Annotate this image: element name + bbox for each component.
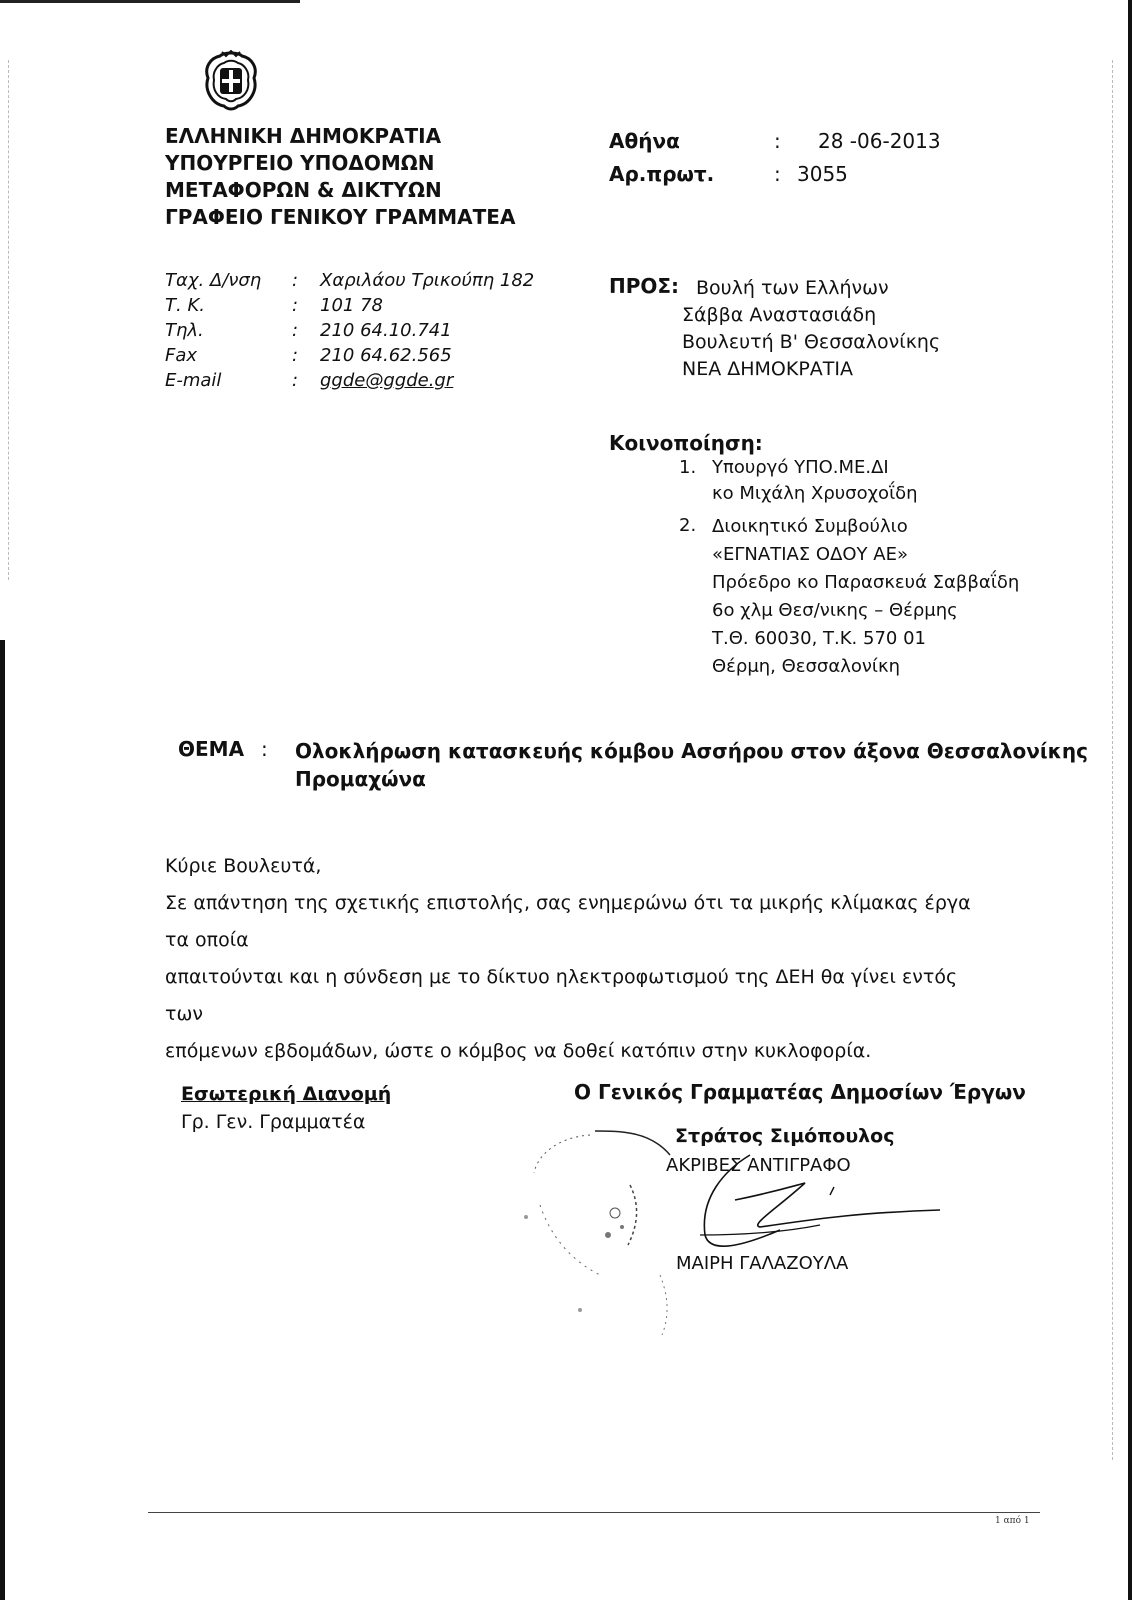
contact-block: [0, 268, 560, 393]
cc-line: 6ο χλμ Θεσ/νικης – Θέρμης: [712, 600, 958, 621]
cc-line: Υπουργό ΥΠΟ.ΜΕ.ΔΙ: [712, 457, 889, 478]
footer-rule: [148, 1512, 1040, 1513]
subject-line: Ολοκλήρωση κατασκευής κόμβου Ασσήρου στον άξονα Θεσσαλονίκης: [295, 739, 1088, 763]
body-line: Σε απάντηση της σχετικής επιστολής, σας ενημερώνω ότι τα μικρής κλίμακας έργα τα οποία: [165, 892, 971, 951]
contact-row-address: [0, 268, 560, 293]
page-number: 1 από 1: [995, 1516, 1030, 1526]
recipient-line: Βουλή των Ελλήνων: [696, 277, 889, 299]
salutation: Κύριε Βουλευτά,: [165, 855, 322, 877]
cc-item-2: [712, 513, 1019, 681]
body-line: απαιτούνται και η σύνδεση με το δίκτυο ηλεκτροφωτισμού της ΔΕΗ θα γίνει εντός των: [165, 966, 958, 1025]
date-value: 28 -06-2013: [818, 129, 941, 153]
scan-edge-right: [1128, 0, 1132, 1600]
recipient-line: Βουλευτή Β' Θεσσαλονίκης: [682, 331, 941, 353]
contact-colon: :: [292, 270, 299, 291]
contact-colon: :: [292, 370, 299, 391]
recipient-label: ΠΡΟΣ:: [609, 274, 680, 298]
contact-row-postcode: [0, 293, 560, 318]
body-paragraph: [165, 885, 995, 1070]
contact-value: Χαριλάου Τρικούπη 182: [320, 270, 535, 291]
subject-line: Προμαχώνα: [295, 767, 426, 791]
contact-colon: :: [292, 295, 299, 316]
org-header: [165, 123, 515, 231]
recipient-lines-rest: [682, 302, 940, 383]
contact-row-fax: [0, 343, 560, 368]
recipient-lines: [696, 275, 889, 302]
cc-line: Διοικητικό Συμβούλιο: [712, 516, 908, 537]
contact-colon: :: [292, 345, 299, 366]
contact-label: Τ. Κ.: [165, 295, 205, 316]
email-link[interactable]: ggde@ggde.gr: [320, 370, 454, 391]
contact-label: Fax: [165, 345, 198, 366]
signatory-role: Ο Γενικός Γραμματέας Δημοσίων Έργων: [574, 1080, 1026, 1104]
scan-edge-top: [0, 0, 300, 3]
contact-label: Ταχ. Δ/νση: [165, 270, 262, 291]
cc-line: «ΕΓΝΑΤΙΑΣ ΟΔΟΥ ΑΕ»: [712, 544, 908, 565]
coat-of-arms-emblem: [200, 50, 262, 112]
cc-line: Θέρμη, Θεσσαλονίκη: [712, 656, 901, 677]
org-line: ΓΡΑΦΕΙΟ ΓΕΝΙΚΟΥ ΓΡΑΜΜΑΤΕΑ: [165, 205, 516, 229]
cc-line: κο Μιχάλη Χρυσοχοΐδη: [712, 483, 918, 504]
date-colon: :: [774, 129, 781, 153]
protocol-value: 3055: [797, 162, 848, 186]
distribution-item: Γρ. Γεν. Γραμματέα: [181, 1111, 366, 1133]
place-label: Αθήνα: [609, 129, 680, 153]
contact-value: 210 64.62.565: [320, 345, 452, 366]
recipient-line: Σάββα Αναστασιάδη: [682, 304, 877, 326]
scan-dots-right: [1112, 60, 1113, 1460]
distribution-title: Εσωτερική Διανομή: [181, 1083, 392, 1105]
stamp-certified-copy: ΑΚΡΙΒΕΣ ΑΝΤΙΓΡΑΦΟ: [666, 1155, 851, 1176]
signatory-name: Στράτος Σιμόπουλος: [675, 1125, 895, 1147]
contact-label: E-mail: [165, 370, 222, 391]
cc-item-number: 1.: [679, 457, 697, 478]
contact-colon: :: [292, 320, 299, 341]
org-line: ΕΛΛΗΝΙΚΗ ΔΗΜΟΚΡΑΤΙΑ: [165, 124, 442, 148]
contact-value: 101 78: [320, 295, 383, 316]
cc-line: Τ.Θ. 60030, Τ.Κ. 570 01: [712, 628, 926, 649]
cc-line: Πρόεδρο κο Παρασκευά Σαββαΐδη: [712, 572, 1020, 593]
protocol-label: Αρ.πρωτ.: [609, 162, 715, 186]
subject-colon: :: [261, 737, 268, 761]
contact-label: Τηλ.: [165, 320, 204, 341]
contact-row-email: [0, 368, 560, 393]
scan-edge-left: [0, 640, 5, 1600]
recipient-line: ΝΕΑ ΔΗΜΟΚΡΑΤΙΑ: [682, 358, 854, 380]
contact-row-phone: [0, 318, 560, 343]
stamp-certifier-name: ΜΑΙΡΗ ΓΑΛΑΖΟΥΛΑ: [676, 1253, 849, 1274]
cc-label: Κοινοποίηση:: [609, 431, 763, 455]
body-line: επόμενων εβδομάδων, ώστε ο κόμβος να δοθεί κατόπιν στην κυκλοφορία.: [165, 1040, 872, 1062]
org-line: ΜΕΤΑΦΟΡΩΝ & ΔΙΚΤΥΩΝ: [165, 178, 442, 202]
org-line: ΥΠΟΥΡΓΕΙΟ ΥΠΟΔΟΜΩΝ: [165, 151, 435, 175]
cc-item-1: [712, 455, 918, 507]
cc-item-number: 2.: [679, 515, 697, 536]
contact-value: 210 64.10.741: [320, 320, 452, 341]
protocol-colon: :: [774, 162, 781, 186]
subject-label: ΘΕΜΑ: [178, 737, 245, 761]
subject-text: [295, 737, 1088, 793]
